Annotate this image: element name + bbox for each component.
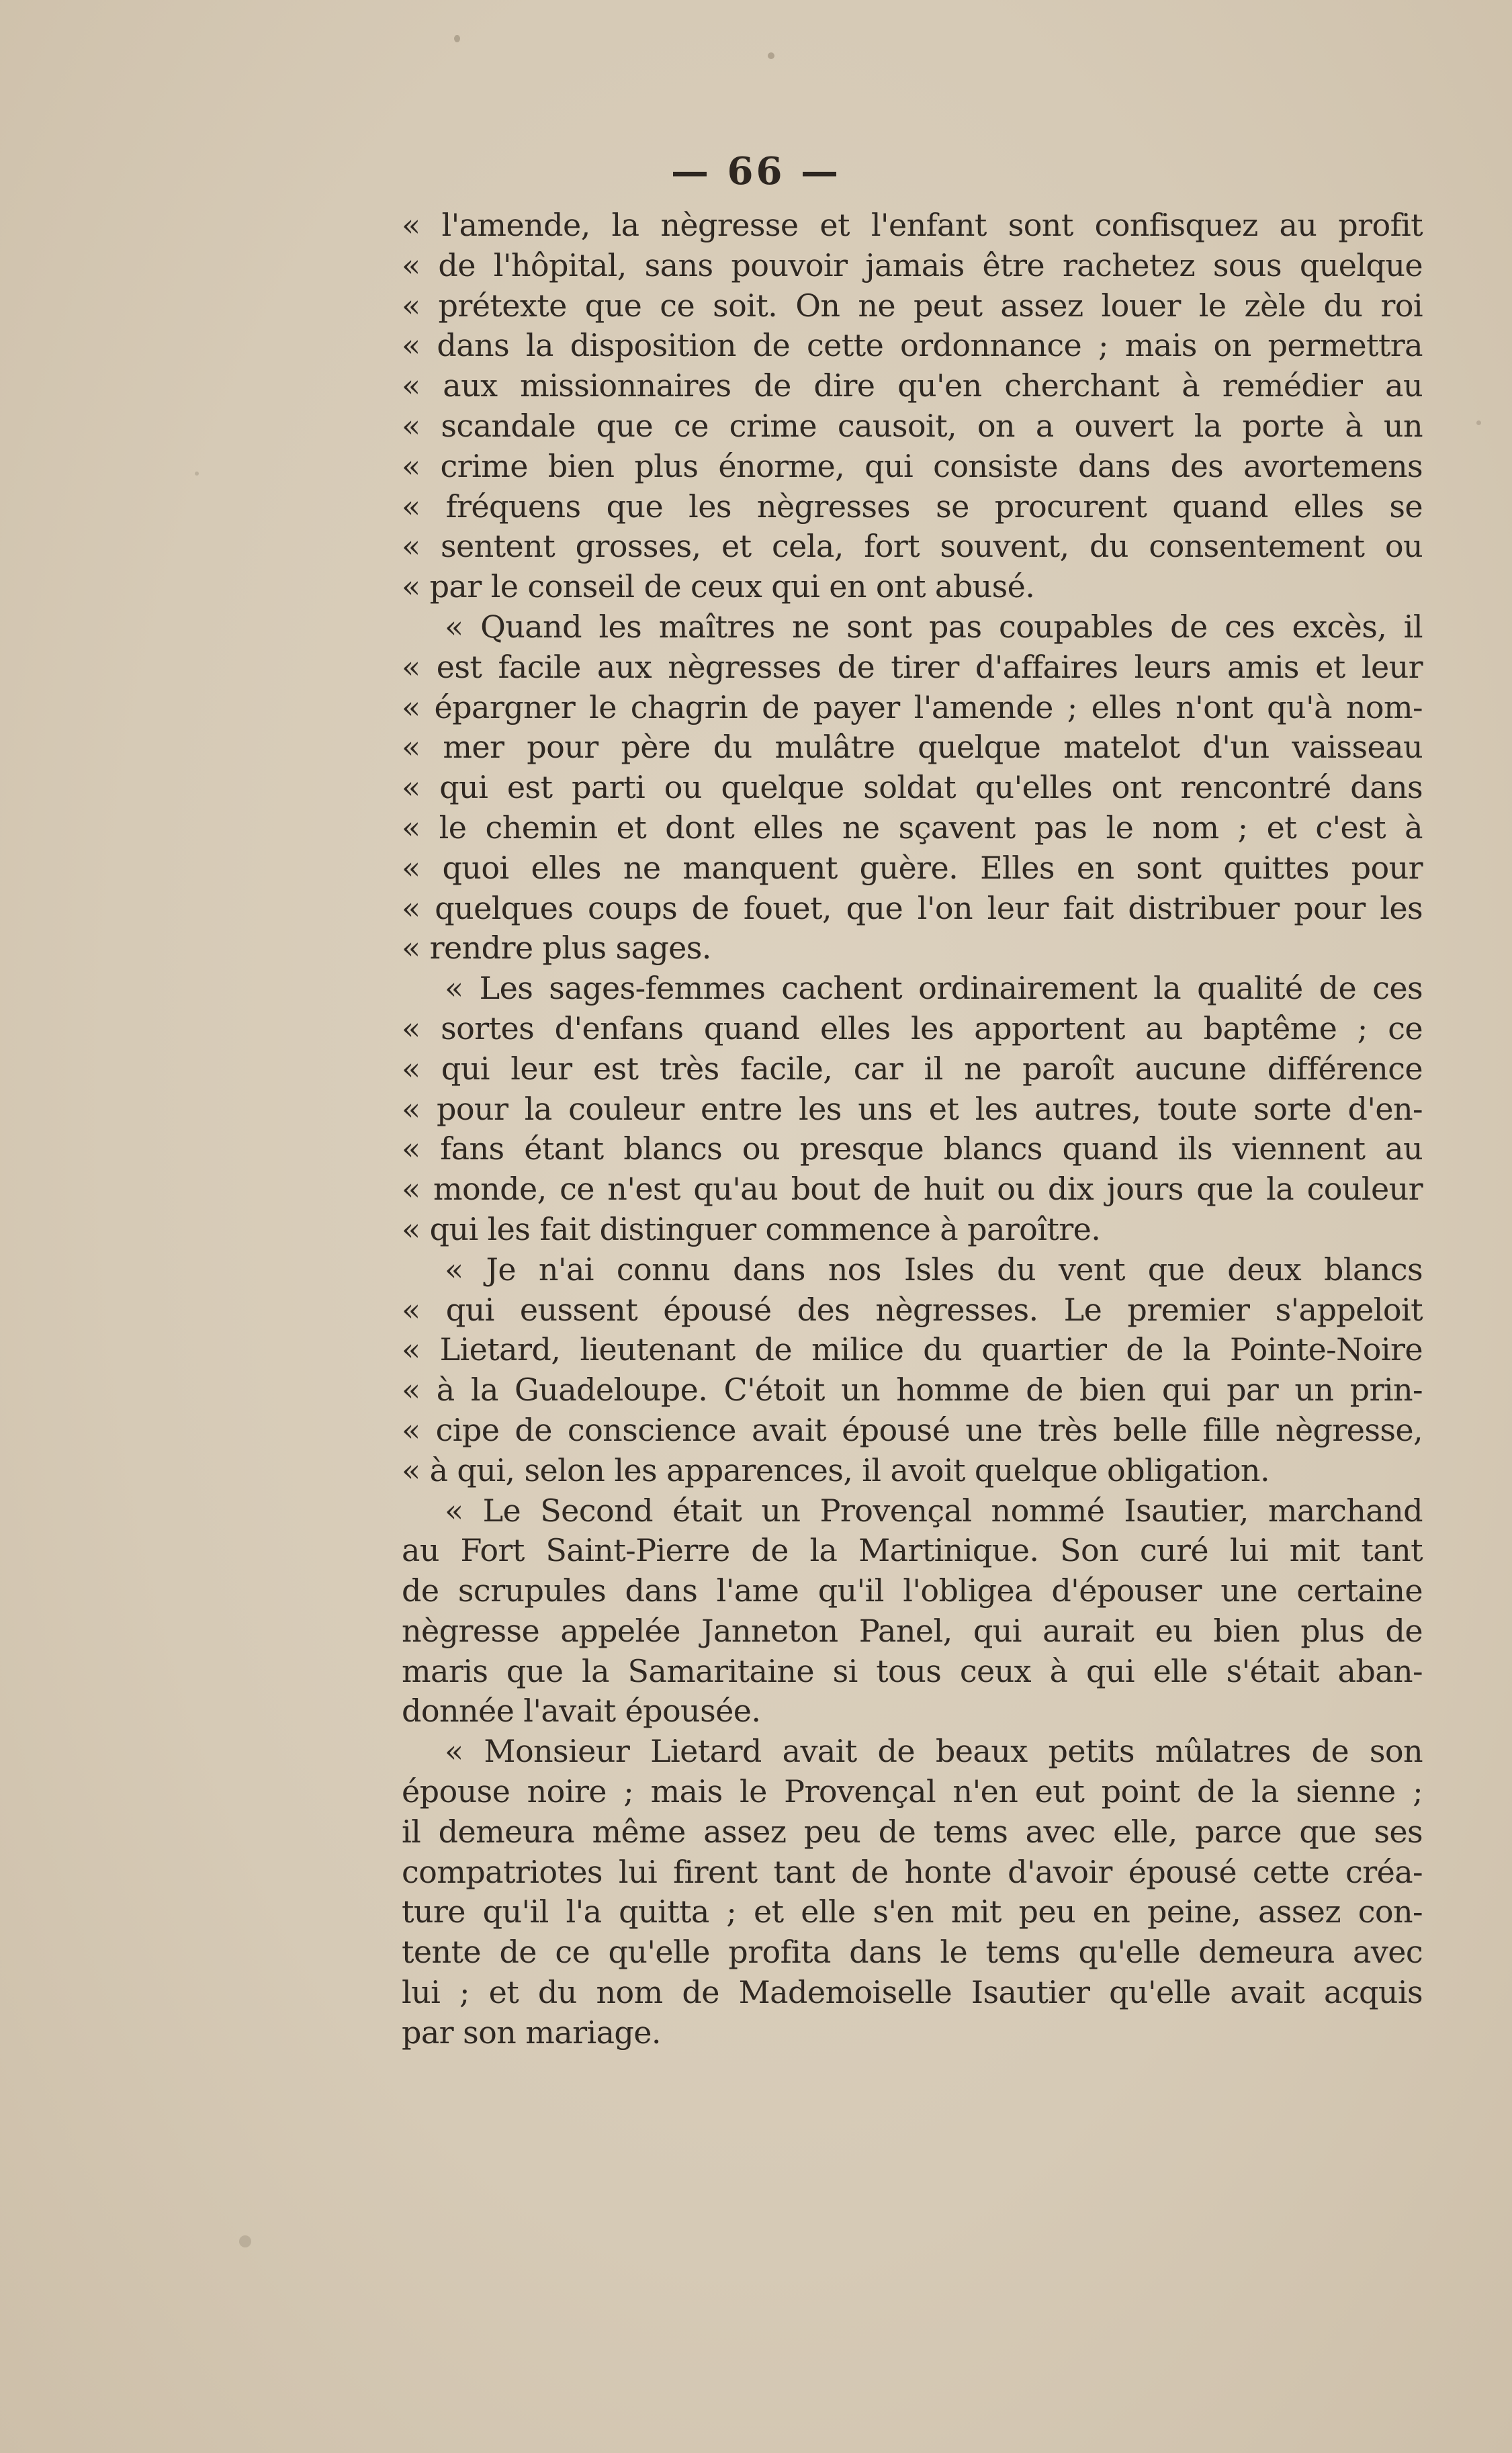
text-line: « aux missionnaires de dire qu'en cherchant à remédier au: [402, 367, 1423, 404]
text-line: « épargner le chagrin de payer l'amende ; elles n'ont qu'à nom-: [402, 688, 1423, 725]
text-line: « Quand les maîtres ne sont pas coupables de ces excès, il: [445, 608, 1423, 645]
text-line: tente de ce qu'elle profita dans le tems qu'elle demeura avec: [402, 1934, 1423, 1971]
paper-speck: [768, 52, 774, 59]
text-line: « l'amende, la nègresse et l'enfant sont confisquez au profit: [402, 207, 1423, 243]
text-line: « à qui, selon les apparences, il avoit quelque obligation.: [402, 1452, 1270, 1488]
text-line: « Je n'ai connu dans nos Isles du vent que deux blancs: [445, 1251, 1423, 1288]
text-line: « Le Second était un Provençal nommé Isautier, marchand: [445, 1492, 1423, 1529]
text-line: donnée l'avait épousée.: [402, 1693, 761, 1730]
text-line: « fans étant blancs ou presque blancs quand ils viennent au: [402, 1130, 1423, 1167]
text-line: par son mariage.: [402, 2014, 661, 2051]
text-line: « crime bien plus énorme, qui consiste dans des avortemens: [402, 447, 1423, 484]
text-line: « Lietard, lieutenant de milice du quartier de la Pointe-Noire: [402, 1331, 1423, 1368]
text-line: ture qu'il l'a quitta ; et elle s'en mit peu en peine, assez con-: [402, 1893, 1423, 1930]
text-line: de scrupules dans l'ame qu'il l'obligea d'épouser une certaine: [402, 1572, 1423, 1609]
paper-speck: [195, 472, 199, 476]
text-line: « quoi elles ne manquent guère. Elles en sont quittes pour: [402, 849, 1423, 886]
text-line: « Monsieur Lietard avait de beaux petits mûlatres de son: [445, 1733, 1423, 1770]
text-line: « prétexte que ce soit. On ne peut assez louer le zèle du roi: [402, 287, 1423, 324]
text-line: lui ; et du nom de Mademoiselle Isautier qu'elle avait acquis: [402, 1974, 1423, 2011]
text-line: compatriotes lui firent tant de honte d'avoir épousé cette créa-: [402, 1853, 1423, 1890]
text-line: « sortes d'enfans quand elles les apportent au baptême ; ce: [402, 1010, 1423, 1046]
text-line: « qui eussent épousé des nègresses. Le premier s'appeloit: [402, 1291, 1423, 1328]
text-line: « mer pour père du mulâtre quelque matelot d'un vaisseau: [402, 729, 1423, 766]
text-line: épouse noire ; mais le Provençal n'en eut point de la sienne ;: [402, 1773, 1423, 1810]
text-line: maris que la Samaritaine si tous ceux à qui elle s'était aban-: [402, 1652, 1423, 1689]
text-line: « cipe de conscience avait épousé une très belle fille nègresse,: [402, 1411, 1423, 1448]
body-text: [402, 206, 1423, 2053]
text-line: « rendre plus sages.: [402, 930, 711, 967]
page-number: — 66 —: [671, 149, 841, 193]
text-line: « Les sages-femmes cachent ordinairement la qualité de ces: [445, 970, 1423, 1007]
text-line: « le chemin et dont elles ne sçavent pas le nom ; et c'est à: [402, 809, 1423, 846]
text-line: « monde, ce n'est qu'au bout de huit ou dix jours que la couleur: [402, 1171, 1423, 1208]
text-line: « est facile aux nègresses de tirer d'affaires leurs amis et leur: [402, 648, 1423, 685]
text-line: « scandale que ce crime causoit, on a ouvert la porte à un: [402, 407, 1423, 444]
text-line: « qui les fait distinguer commence à paroître.: [402, 1210, 1101, 1247]
text-line: « qui leur est très facile, car il ne paroît aucune différence: [402, 1050, 1423, 1087]
text-line: « quelques coups de fouet, que l'on leur fait distribuer pour les: [402, 889, 1423, 926]
text-line: « qui est parti ou quelque soldat qu'elles ont rencontré dans: [402, 769, 1423, 806]
text-line: nègresse appelée Janneton Panel, qui aurait eu bien plus de: [402, 1612, 1423, 1649]
paper-speck: [239, 2235, 251, 2247]
text-line: « sentent grosses, et cela, fort souvent, du consentement ou: [402, 528, 1423, 565]
paper-speck: [1476, 420, 1481, 425]
text-line: « à la Guadeloupe. C'étoit un homme de bien qui par un prin-: [402, 1372, 1423, 1409]
text-line: « dans la disposition de cette ordonnance ; mais on permettra: [402, 327, 1423, 364]
text-line: au Fort Saint-Pierre de la Martinique. Son curé lui mit tant: [402, 1532, 1423, 1569]
paper-speck: [454, 35, 460, 42]
text-line: « par le conseil de ceux qui en ont abusé.: [402, 568, 1035, 605]
text-line: « fréquens que les nègresses se procurent quand elles se: [402, 488, 1423, 525]
text-line: il demeura même assez peu de tems avec elle, parce que ses: [402, 1813, 1423, 1850]
text-line: « de l'hôpital, sans pouvoir jamais être rachetez sous quelque: [402, 247, 1423, 283]
text-line: « pour la couleur entre les uns et les autres, toute sorte d'en-: [402, 1090, 1423, 1127]
